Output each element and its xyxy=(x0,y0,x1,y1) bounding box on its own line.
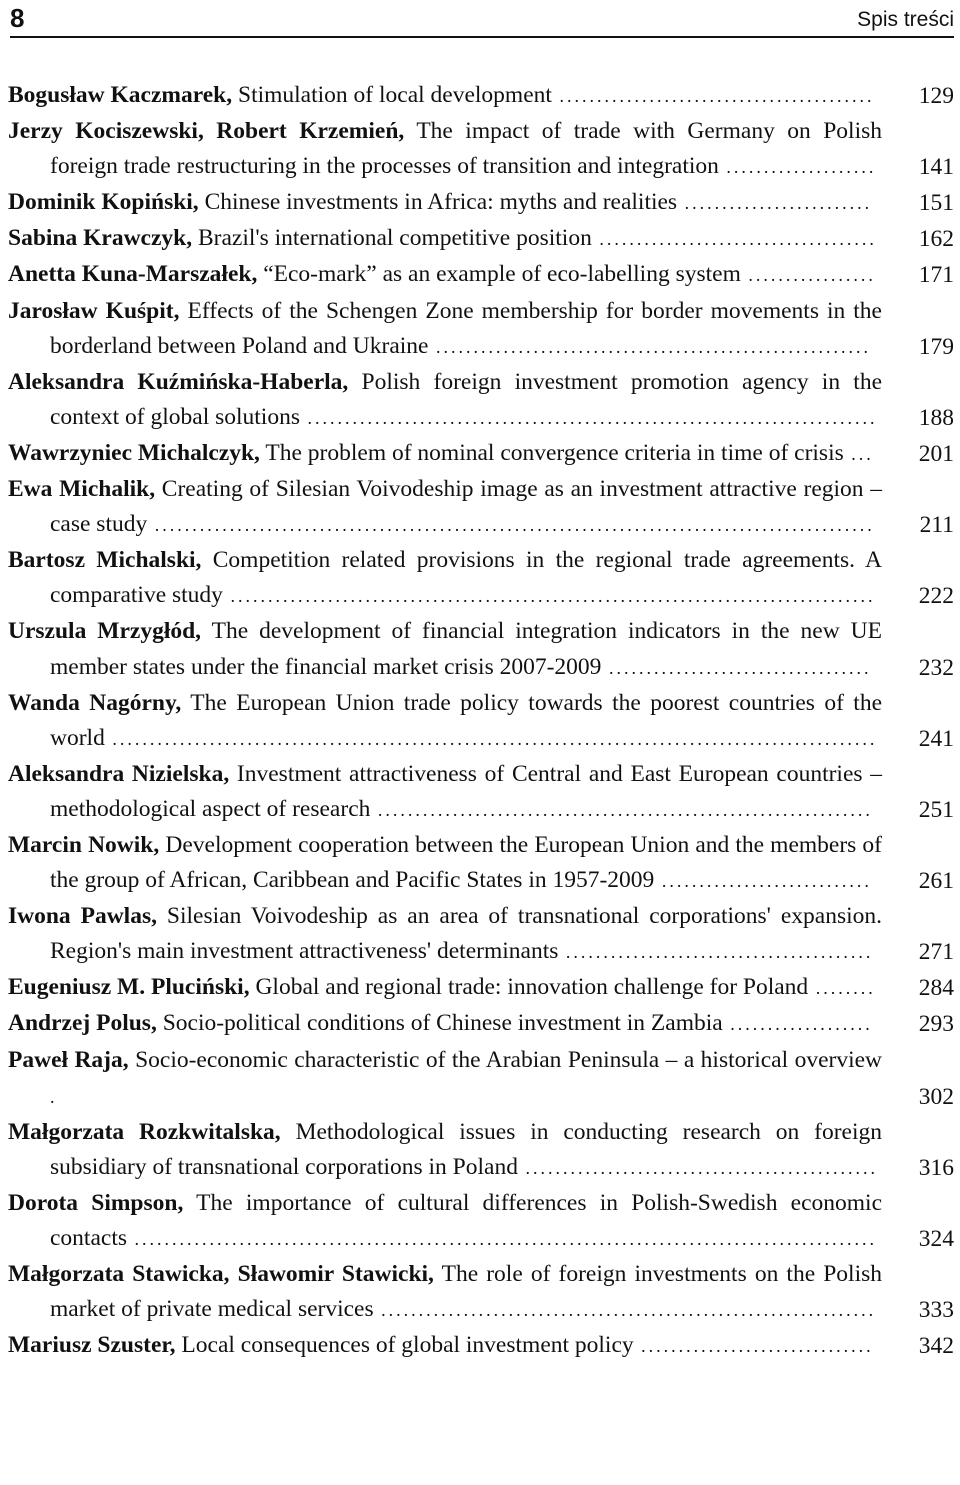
toc-author: Dominik Kopiński, xyxy=(8,189,199,216)
toc-entry-text xyxy=(8,82,874,108)
toc-entry-text xyxy=(8,547,882,608)
dot-leader: .......................................... xyxy=(551,86,875,106)
dot-leader: ................................... xyxy=(601,657,872,678)
toc-page-number: 222 xyxy=(918,583,954,610)
toc-title: Global and regional trade: innovation challenge for Poland xyxy=(255,974,809,1001)
toc-entry-text xyxy=(8,832,882,893)
dot-leader: ............................................................................ xyxy=(300,407,878,428)
toc-page-number: 141 xyxy=(918,154,954,181)
toc-title: The problem of nominal convergence criteria in time of crisis xyxy=(265,439,844,466)
toc-entry-text xyxy=(8,298,882,359)
toc-entry-text xyxy=(8,1010,873,1036)
toc-entry-text xyxy=(8,369,882,430)
toc-author: Bartosz Michalski, xyxy=(8,547,202,574)
toc-entry xyxy=(8,1257,954,1328)
toc-entry xyxy=(8,686,954,757)
toc-author: Urszula Mrzygłód, xyxy=(8,618,202,645)
toc-page-number: 211 xyxy=(919,512,954,539)
toc-entry xyxy=(8,828,954,899)
toc-entry-text xyxy=(8,1261,882,1322)
toc-title: Socio-economic characteristic of the Arabian Peninsula – a historical overview xyxy=(135,1046,882,1073)
dot-leader: ................................................................................................ xyxy=(147,515,875,536)
toc-title: The development of financial integration indicators in the new UE member states under the financial market crisis 2007-2009 xyxy=(50,618,882,680)
toc-entry xyxy=(8,78,954,114)
toc-author: Wawrzyniec Michalczyk, xyxy=(8,439,260,466)
toc-author: Bogusław Kaczmarek, xyxy=(8,82,233,108)
dot-leader: ................. xyxy=(740,265,876,286)
toc-page-number: 232 xyxy=(918,654,954,681)
toc-entry-text xyxy=(8,618,882,679)
toc-entry xyxy=(8,1186,954,1257)
toc-title: The importance of cultural differences in Polish-Swedish economic contacts xyxy=(50,1189,882,1251)
toc-page-number: 241 xyxy=(918,725,954,752)
toc-title: Development cooperation between the European Union and the members of the group of African, Caribbean and Pacific States in 1957-2009 xyxy=(50,831,883,894)
toc-title: Effects of the Schengen Zone membership for border movements in the borderland between Poland and Ukraine xyxy=(50,297,882,359)
toc-entry xyxy=(8,114,954,185)
dot-leader: ......................................... xyxy=(558,942,874,963)
toc-entry xyxy=(8,970,954,1006)
toc-entry xyxy=(8,899,954,970)
toc-page-number: 162 xyxy=(918,226,954,253)
toc-page-number: 129 xyxy=(918,83,954,109)
page-number: 8 xyxy=(10,3,25,33)
toc-title: Socio-political conditions of Chinese investment in Zambia xyxy=(162,1010,723,1037)
dot-leader: ...................................................................................................... xyxy=(104,728,878,749)
toc-author: Eugeniusz M. Pluciński, xyxy=(8,974,250,1001)
toc-entry xyxy=(8,1006,954,1042)
toc-author: Andrzej Polus, xyxy=(8,1010,157,1037)
toc-author: Sabina Krawczyk, xyxy=(8,225,193,252)
toc-title: Methodological issues in conducting research on foreign subsidiary of transnational corporations in Poland xyxy=(50,1118,883,1180)
toc-entry xyxy=(8,472,954,543)
toc-title: Creating of Silesian Voivodeship image as an investment attractive region – case study xyxy=(50,476,882,538)
toc-entry xyxy=(8,1043,954,1115)
toc-entry-text xyxy=(8,690,882,751)
toc-entry xyxy=(8,294,954,365)
toc-entry-text xyxy=(8,189,872,215)
toc-entry-text xyxy=(8,261,876,287)
toc-page-number: 271 xyxy=(918,939,954,966)
toc-entry xyxy=(8,436,954,472)
dot-leader: .................................................................. xyxy=(370,799,873,820)
dot-leader: ... xyxy=(843,443,874,464)
toc-entry-text xyxy=(8,974,876,1000)
toc-page-number: 179 xyxy=(918,333,954,360)
toc-title: Local consequences of global investment policy xyxy=(181,1332,634,1359)
toc-author: Marcin Nowik, xyxy=(8,831,160,858)
dot-leader: ............................... xyxy=(633,1336,874,1357)
toc-title: Investment attractiveness of Central and East European countries – methodological aspect of research xyxy=(50,760,883,822)
toc-page-number: 316 xyxy=(918,1154,954,1181)
toc-page-number: 293 xyxy=(918,1011,954,1038)
toc-entry xyxy=(8,1328,954,1364)
toc-author: Dorota Simpson, xyxy=(8,1189,184,1216)
toc-title: Silesian Voivodeship as an area of transnational corporations' expansion. Region's main investment attractiveness' determinants xyxy=(50,903,882,965)
toc-author: Małgorzata Stawicka, Sławomir Stawicki, xyxy=(8,1261,434,1288)
toc-title: “Eco-mark” as an example of eco-labelling system xyxy=(263,261,741,288)
toc-page-number: 188 xyxy=(918,404,954,431)
toc-page-number: 171 xyxy=(918,262,954,289)
toc-entry xyxy=(8,221,954,257)
toc-title: Stimulation of local development xyxy=(238,82,552,108)
toc-entry xyxy=(8,543,954,614)
toc-page-number: 284 xyxy=(918,975,954,1002)
toc-title: Brazil's international competitive position xyxy=(197,225,592,252)
toc-author: Jerzy Kociszewski, Robert Krzemień, xyxy=(8,118,405,145)
toc-title: The European Union trade policy towards the poorest countries of the world xyxy=(50,689,882,751)
toc-title: Polish foreign investment promotion agency in the context of global solutions xyxy=(50,368,883,430)
toc-page-number: 333 xyxy=(918,1297,954,1324)
toc-author: Anetta Kuna-Marszałek, xyxy=(8,261,258,288)
toc-author: Aleksandra Kuźmińska-Haberla, xyxy=(8,368,349,395)
toc-entry-text xyxy=(8,476,882,537)
toc-entry xyxy=(8,257,954,293)
toc-entry-text xyxy=(8,903,882,964)
toc-entry xyxy=(8,757,954,828)
toc-entry-text xyxy=(8,761,882,822)
toc-page-number: 151 xyxy=(918,190,954,217)
toc-author: Paweł Raja, xyxy=(8,1046,129,1073)
toc-entry xyxy=(8,365,954,436)
dot-leader: ...................................................................................... xyxy=(222,586,876,607)
dot-leader: .......................................................... xyxy=(428,336,871,357)
dot-leader: ............................ xyxy=(654,871,872,892)
toc-page-number: 342 xyxy=(918,1333,954,1360)
dot-leader: ................................................................................................... xyxy=(127,1229,877,1249)
dot-leader: .................................................................. xyxy=(373,1300,877,1321)
toc-title: Competition related provisions in the regional trade agreements. A comparative study xyxy=(50,547,882,609)
dot-leader: ..................................... xyxy=(591,229,877,250)
toc-entry-text xyxy=(8,440,874,466)
dot-leader: ................... xyxy=(722,1014,873,1035)
toc-entry-text xyxy=(8,1119,882,1180)
toc-entry xyxy=(8,1115,954,1186)
toc-entry-text xyxy=(8,1190,882,1251)
toc-entry xyxy=(8,185,954,221)
toc-author: Ewa Michalik, xyxy=(8,476,156,503)
toc-page-number: 302 xyxy=(918,1083,954,1110)
toc-author: Aleksandra Nizielska, xyxy=(8,760,230,787)
running-title: Spis treści xyxy=(857,8,954,31)
toc-author: Wanda Nagórny, xyxy=(8,689,182,716)
toc-page-number: 201 xyxy=(918,440,954,467)
toc-title: Chinese investments in Africa: myths and realities xyxy=(204,189,678,216)
dot-leader: ............................................... xyxy=(517,1157,878,1178)
toc-entry-text xyxy=(8,1047,882,1109)
toc-author: Jarosław Kuśpit, xyxy=(8,297,180,324)
toc-page-number: 251 xyxy=(918,796,954,823)
dot-leader: ........ xyxy=(808,978,876,999)
table-of-contents xyxy=(8,78,954,1364)
toc-author: Mariusz Szuster, xyxy=(8,1332,176,1359)
page-header xyxy=(10,0,954,38)
toc-entry-text xyxy=(8,1332,874,1358)
dot-leader: . xyxy=(50,1086,58,1107)
toc-author: Iwona Pawlas, xyxy=(8,903,157,930)
toc-entry-text xyxy=(8,118,882,179)
toc-author: Małgorzata Rozkwitalska, xyxy=(8,1118,281,1145)
toc-title: The impact of trade with Germany on Polish foreign trade restructuring in the processes of transition and integration xyxy=(50,118,883,180)
toc-page-number: 261 xyxy=(918,868,954,895)
toc-entry xyxy=(8,614,954,685)
dot-leader: ......................... xyxy=(677,193,873,214)
toc-page-number: 324 xyxy=(918,1226,954,1252)
toc-title: The role of foreign investments on the Polish market of private medical services xyxy=(50,1261,882,1323)
toc-entry-text xyxy=(8,225,877,251)
dot-leader: .................... xyxy=(718,157,877,178)
